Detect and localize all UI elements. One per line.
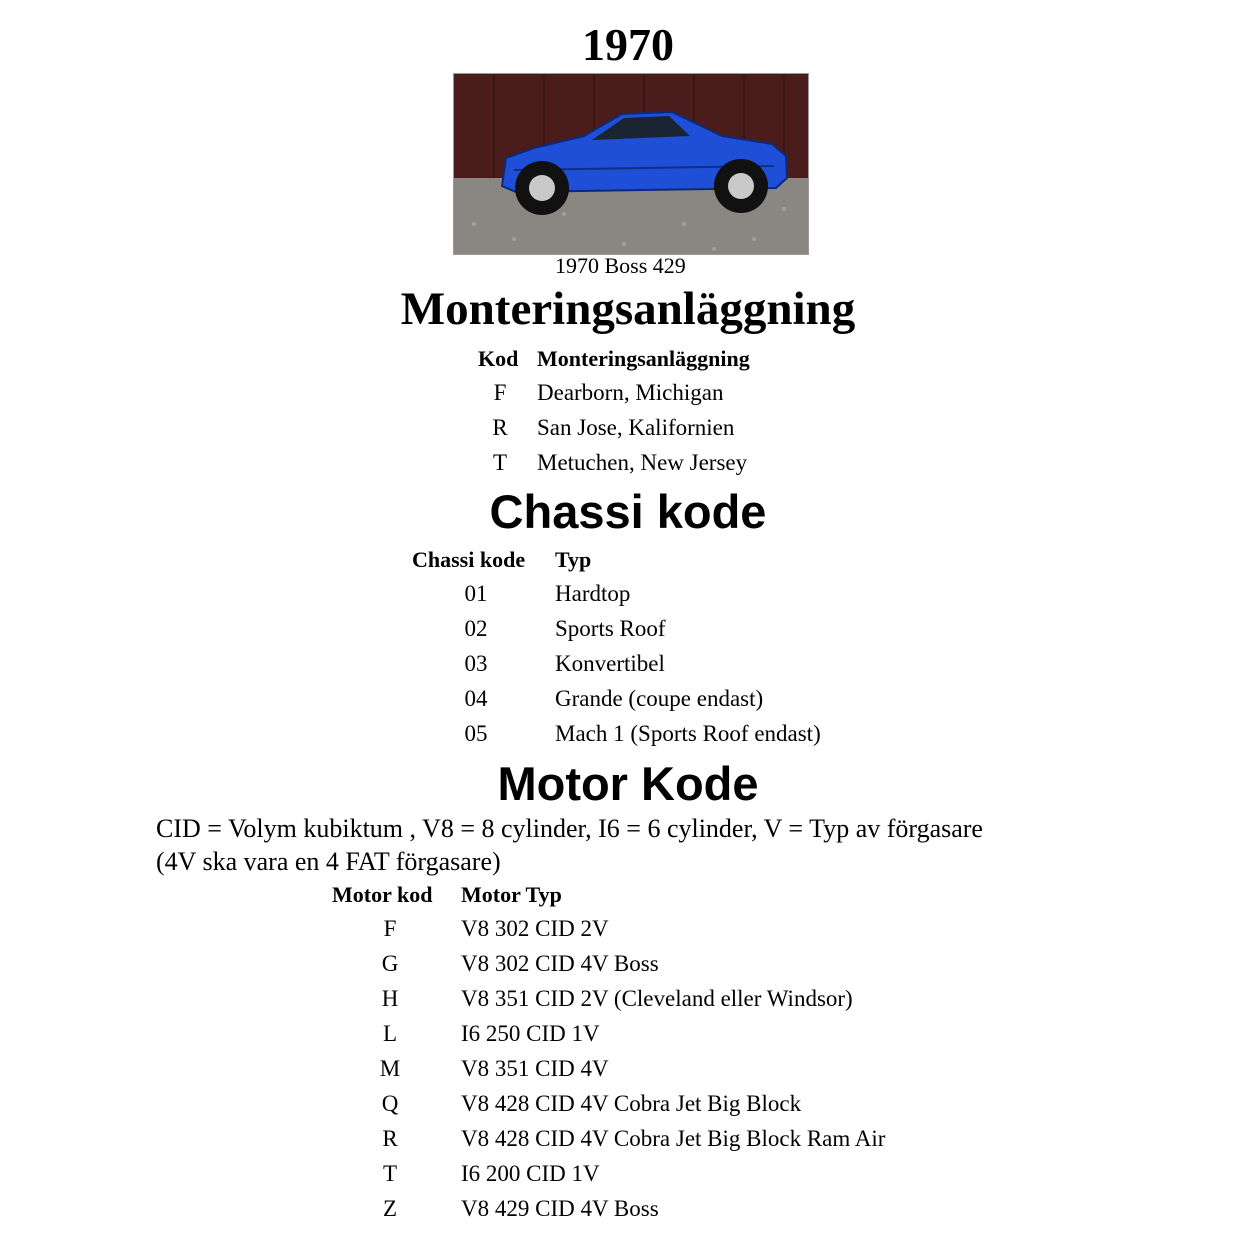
motor-note-line-1: CID = Volym kubiktum , V8 = 8 cylinder, I6 = 6 cylinder, V = Typ av förgasare xyxy=(156,814,983,843)
row-value: Metuchen, New Jersey xyxy=(537,450,748,475)
motor-note xyxy=(156,812,1116,878)
chassis-heading: Chassi kode xyxy=(489,485,767,538)
assembly-header-plant: Monteringsanläggning xyxy=(537,346,750,371)
row-code: G xyxy=(381,951,399,976)
row-code: F xyxy=(493,380,507,405)
row-value: V8 428 CID 4V Cobra Jet Big Block Ram Air xyxy=(461,1126,886,1151)
row-code: F xyxy=(383,916,397,941)
chassis-header-type: Typ xyxy=(555,547,592,572)
row-code: T xyxy=(382,1161,398,1186)
row-value: San Jose, Kalifornien xyxy=(537,415,735,440)
row-value: Dearborn, Michigan xyxy=(537,380,724,405)
row-code: 05 xyxy=(464,721,488,746)
row-value: V8 351 CID 2V (Cleveland eller Windsor) xyxy=(461,986,853,1011)
row-value: Mach 1 (Sports Roof endast) xyxy=(555,721,821,746)
row-value: Hardtop xyxy=(555,581,631,606)
chassis-header-code: Chassi kode xyxy=(412,547,526,572)
assembly-header-code: Kod xyxy=(478,346,519,371)
row-code: R xyxy=(492,415,508,440)
row-code: Z xyxy=(382,1196,398,1221)
row-code: 02 xyxy=(464,616,488,641)
row-code: 01 xyxy=(464,581,488,606)
mustang-boss-429-image xyxy=(454,74,808,254)
row-code: Q xyxy=(381,1091,399,1116)
row-code: 04 xyxy=(464,686,488,711)
row-code: 03 xyxy=(464,651,488,676)
page-title: 1970 xyxy=(582,19,674,70)
photo-caption: 1970 Boss 429 xyxy=(555,253,686,278)
row-value: I6 250 CID 1V xyxy=(461,1021,600,1046)
motor-note-line-2: (4V ska vara en 4 FAT förgasare) xyxy=(156,847,501,876)
row-value: V8 429 CID 4V Boss xyxy=(461,1196,659,1221)
assembly-heading: Monteringsanläggning xyxy=(400,283,856,335)
row-value: V8 302 CID 2V xyxy=(461,916,609,941)
row-code: L xyxy=(382,1021,398,1046)
row-code: H xyxy=(381,986,399,1011)
row-value: Grande (coupe endast) xyxy=(555,686,764,711)
row-code: M xyxy=(379,1056,401,1081)
row-value: Sports Roof xyxy=(555,616,666,641)
row-value: V8 302 CID 4V Boss xyxy=(461,951,659,976)
row-value: Konvertibel xyxy=(555,651,665,676)
car-photo xyxy=(453,73,809,255)
motor-header-type: Motor Typ xyxy=(461,882,562,907)
motor-header-code: Motor kod xyxy=(332,882,433,907)
row-value: V8 428 CID 4V Cobra Jet Big Block xyxy=(461,1091,802,1116)
row-code: T xyxy=(492,450,508,475)
motor-heading: Motor Kode xyxy=(497,757,759,810)
row-value: I6 200 CID 1V xyxy=(461,1161,600,1186)
row-code: R xyxy=(382,1126,398,1151)
row-value: V8 351 CID 4V xyxy=(461,1056,609,1081)
